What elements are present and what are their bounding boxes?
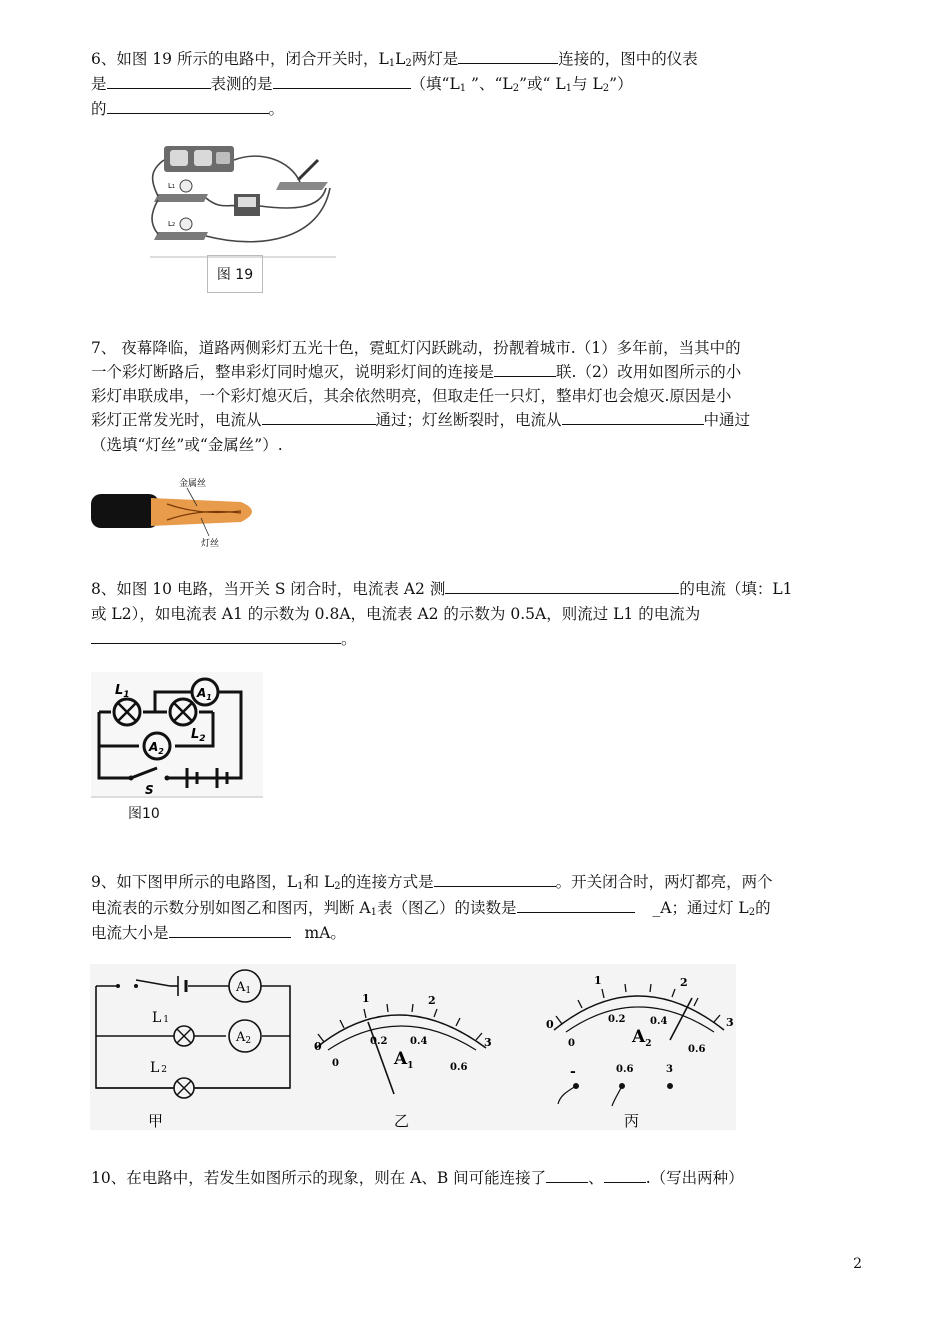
bing-small-04: 0.4 (650, 1016, 668, 1027)
q6-blank-measured[interactable] (273, 73, 411, 89)
yi-name-sub: 1 (407, 1061, 414, 1071)
yi-name: A (394, 1049, 408, 1069)
q6-line-3: 的 。 (91, 100, 285, 118)
fig10-l1-sub: 1 (123, 690, 130, 700)
bing-big-2: 2 (680, 976, 688, 989)
q10-line-1: 10、在电路中，若发生如图所示的现象，则在 A、B 间可能连接了 、 .（写出两种） (91, 1169, 744, 1187)
q9-line-2: 电流表的示数分别如图乙和图丙，判断 $A_1$表（图乙）的读数是 _A；通过灯 $L_2$的 (91, 899, 771, 918)
caption-yi: 乙 (394, 1112, 410, 1130)
q8-blank-2[interactable] (91, 628, 341, 644)
figure-label-filament: 灯丝 (201, 539, 220, 549)
bing-name-sub: 2 (645, 1039, 652, 1049)
q10-blank-1[interactable] (546, 1167, 588, 1183)
bing-small-06: 0.6 (688, 1044, 706, 1055)
q7-blank-2[interactable] (262, 409, 376, 425)
circ-a1-sub: 1 (245, 986, 252, 996)
bing-small-0: 0 (568, 1038, 575, 1049)
yi-small-04: 0.4 (410, 1036, 428, 1047)
figure-19-circuit-photo (150, 140, 336, 258)
circ-l2-label: L (150, 1060, 160, 1076)
q7-line-2: 一个彩灯断路后，整串彩灯同时熄灭，说明彩灯间的连接是 联.（2）改用如图所示的小 (91, 363, 742, 381)
figure-10-circuit (91, 672, 263, 800)
q9-blank-a1-reading[interactable] (517, 897, 635, 913)
yi-small-06: 0.6 (450, 1062, 468, 1073)
figure-9-panel (90, 964, 736, 1130)
q10-blank-2[interactable] (604, 1167, 646, 1183)
fig10-a1-sub: 1 (206, 693, 212, 702)
bing-big-0: 0 (546, 1018, 554, 1031)
q6-line-1: 6、如图 19 所示的电路中，闭合开关时，$L_1L_2$两灯是 连接的，图中的仪表 (91, 50, 698, 69)
yi-small-02: 0.2 (370, 1036, 388, 1047)
yi-big-2: 2 (428, 994, 436, 1007)
bing-terminal-neg: - (570, 1064, 576, 1080)
bing-name: A (632, 1027, 646, 1047)
q7-line-5: （选填“灯丝”或“金属丝”）. (91, 436, 283, 454)
q6-blank-connection[interactable] (458, 48, 558, 64)
circ-a2-label: A (236, 1030, 246, 1045)
yi-small-0: 0 (332, 1058, 339, 1069)
svg-text:L2: L2 (168, 220, 176, 228)
q6-line-2: 是 表测的是 （填“$L_1$ ”、“$L_2$”或“ $L_1$与 $L_2$”） (91, 75, 633, 94)
bing-big-3: 3 (726, 1016, 734, 1029)
q8-line-2: 或 L2），如电流表 A1 的示数为 0.8A，电流表 A2 的示数为 0.5A，则流过 L1 的电流为 (91, 605, 701, 623)
figure-label-metal-wire: 金属丝 (179, 479, 207, 489)
fig10-a2-sub: 2 (158, 747, 164, 756)
q7-blank-3[interactable] (562, 409, 704, 425)
q9-line-3: 电流大小是 mA。 (91, 924, 346, 942)
q7-line-3: 彩灯串联成串，一个彩灯熄灭后，其余依然明亮，但取走任一只灯，整串灯也会熄灭.原因是小 (91, 387, 732, 405)
q9-blank-l2-current[interactable] (169, 922, 291, 938)
fig10-a1-label: A (197, 686, 207, 700)
circ-l2-sub: 2 (161, 1065, 168, 1075)
circ-a2-sub: 2 (245, 1036, 252, 1046)
fig10-switch-label: S (145, 783, 154, 797)
yi-big-0: 0 (314, 1040, 322, 1053)
circ-a1-label: A (236, 980, 246, 995)
q7-line-1: 7、 夜幕降临，道路两侧彩灯五光十色，霓虹灯闪跃跳动，扮靓着城市.（1）多年前，当其中的 (91, 339, 741, 357)
circ-l1-label: L (152, 1010, 162, 1026)
bing-big-1: 1 (594, 974, 602, 987)
q7-blank-1[interactable] (494, 361, 556, 377)
q7-line-4: 彩灯正常发光时，电流从 通过；灯丝断裂时，电流从 中通过 (91, 411, 751, 429)
yi-big-3: 3 (484, 1036, 492, 1049)
figure-10-caption: 图10 (128, 806, 160, 822)
q8-line-3: 。 (91, 628, 357, 650)
q9-line-1: 9、如下图甲所示的电路图，$L_1$和 $L_2$的连接方式是 。开关闭合时，两灯都亮，两个 (91, 873, 773, 892)
bing-small-02: 0.2 (608, 1014, 626, 1025)
fig10-l2-sub: 2 (199, 734, 206, 744)
svg-text:L1: L1 (168, 182, 176, 190)
fig10-l2-label: L (191, 727, 200, 742)
q8-line-1: 8、如图 10 电路，当开关 S 闭合时，电流表 A2 测 的电流（填：L1 (91, 580, 793, 598)
figure-small-bulb (91, 474, 269, 550)
yi-big-1: 1 (362, 992, 370, 1005)
q6-blank-3[interactable] (107, 98, 269, 114)
fig10-a2-label: A (149, 740, 159, 754)
q8-blank-1[interactable] (445, 578, 679, 594)
q9-blank-connection[interactable] (434, 871, 556, 887)
fig10-l1-label: L (115, 683, 124, 698)
figure-19-caption: 图 19 (207, 255, 263, 293)
page-number: 2 (853, 1256, 862, 1272)
q6-blank-meter[interactable] (107, 73, 211, 89)
caption-jia: 甲 (148, 1112, 164, 1130)
caption-bing: 丙 (624, 1112, 640, 1130)
bing-terminal-06: 0.6 (616, 1064, 634, 1075)
bing-terminal-3: 3 (666, 1064, 673, 1075)
circ-l1-sub: 1 (163, 1015, 170, 1025)
